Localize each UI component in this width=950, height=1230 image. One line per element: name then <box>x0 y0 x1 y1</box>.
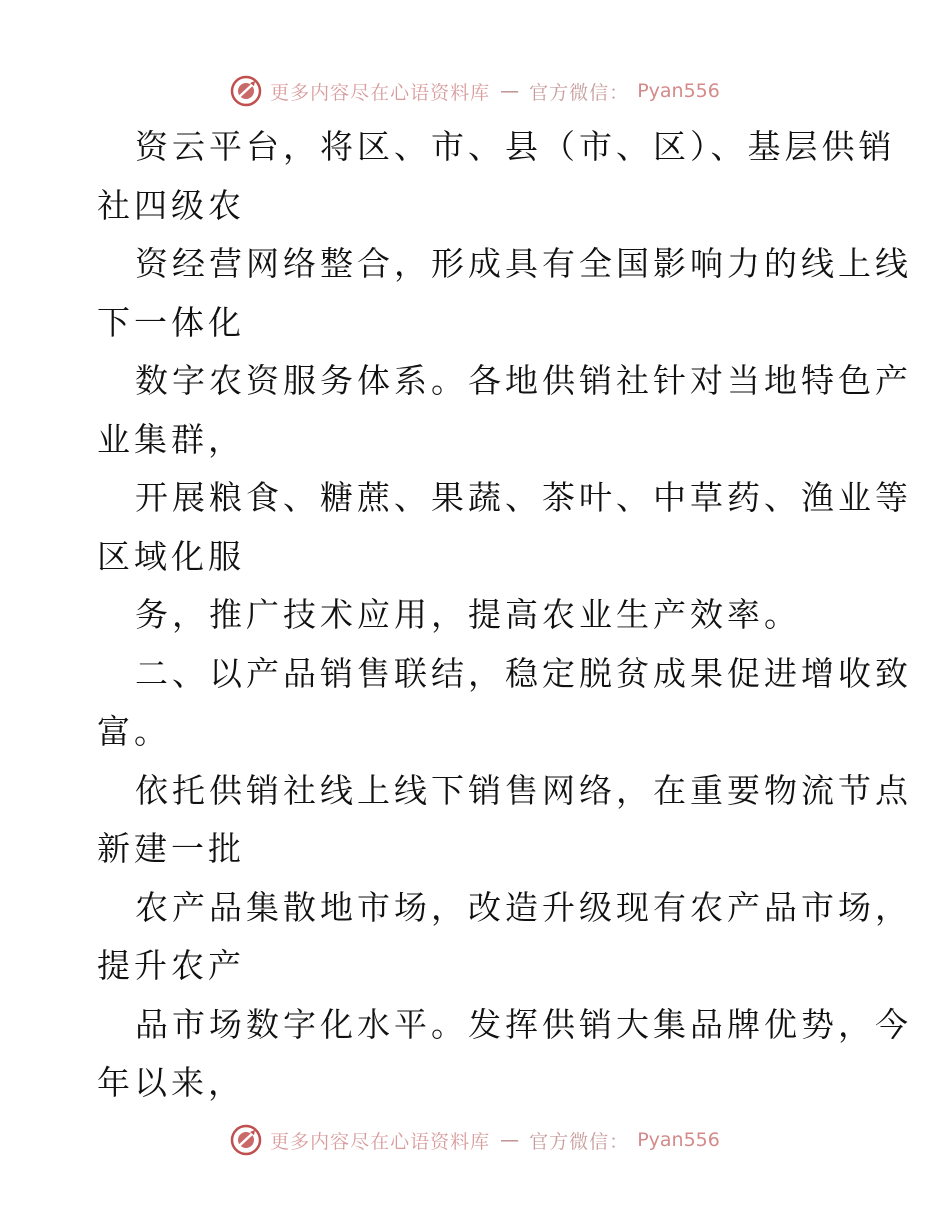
text-line: 农产品集散地市场，改造升级现有农产品市场， <box>135 887 912 927</box>
text-line: 二、以产品销售联结，稳定脱贫成果促进增收致 <box>135 653 912 693</box>
text-line: 下一体化 <box>97 302 245 342</box>
text-line: 业集群， <box>97 419 245 459</box>
document-body <box>97 118 912 1113</box>
footer-watermark <box>0 1120 950 1160</box>
header-watermark <box>0 71 950 111</box>
text-line: 富。 <box>97 712 171 751</box>
watermark-wechat-id: Pyan556 <box>637 1129 720 1151</box>
watermark-text: 更多内容尽在心语资料库 <box>270 1130 491 1153</box>
watermark-wechat-id: Pyan556 <box>637 80 720 102</box>
watermark-dash: — <box>500 1129 520 1151</box>
watermark-official-label: 官方微信： <box>529 1130 630 1153</box>
text-line: 资经营网络整合，形成具有全国影响力的线上线 <box>135 244 912 283</box>
text-line: 提升农产 <box>97 946 245 985</box>
watermark-text: 更多内容尽在心语资料库 <box>270 81 491 104</box>
text-line: 务，推广技术应用，提高农业生产效率。 <box>135 595 801 634</box>
seal-logo-icon <box>230 1124 262 1156</box>
text-line: 品市场数字化水平。发挥供销大集品牌优势，今 <box>135 1004 912 1044</box>
text-line: 数字农资服务体系。各地供销社针对当地特色产 <box>135 361 912 400</box>
text-line: 区域化服 <box>97 536 245 576</box>
watermark-dash: — <box>500 80 520 102</box>
text-line: 资云平台，将区、市、县（市、区）、基层供销 <box>135 127 896 166</box>
seal-logo-icon <box>230 75 262 107</box>
text-line: 社四级农 <box>97 185 245 225</box>
text-line: 新建一批 <box>97 829 245 868</box>
watermark-official-label: 官方微信： <box>529 81 630 104</box>
text-line: 开展粮食、糖蔗、果蔬、茶叶、中草药、渔业等 <box>135 478 912 517</box>
text-line: 依托供销社线上线下销售网络，在重要物流节点 <box>135 770 912 810</box>
text-line: 年以来， <box>97 1063 245 1102</box>
